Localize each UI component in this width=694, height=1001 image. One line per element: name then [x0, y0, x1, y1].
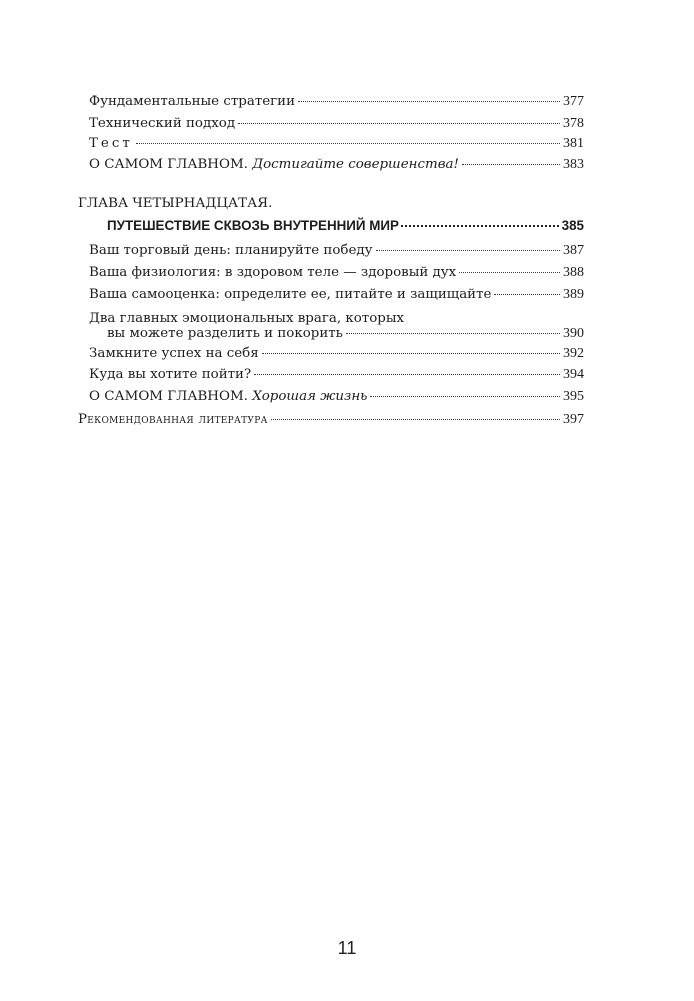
toc-entry-label-prefix: О САМОМ ГЛАВНОМ.	[89, 389, 253, 404]
dot-leader	[370, 396, 560, 397]
chapter-title-entry	[107, 218, 584, 234]
toc-entry-label: Фундаментальные стратегии	[89, 94, 296, 109]
toc-entry-label: Замкните успех на себя	[89, 346, 259, 361]
toc-entry	[89, 346, 584, 362]
toc-entry-label-italic: Хорошая жизнь	[252, 389, 368, 404]
toc-page-number: 387	[563, 243, 584, 258]
dot-leader	[254, 374, 560, 375]
dot-leader	[346, 333, 560, 334]
dot-leader	[262, 353, 560, 354]
dot-leader	[401, 225, 559, 227]
toc-page-number: 377	[563, 94, 584, 109]
toc-entry	[89, 136, 584, 152]
toc-page-number: 392	[563, 346, 584, 361]
toc-entry	[89, 116, 584, 132]
toc-entry-label: Ваш торговый день: планируйте победу	[89, 243, 373, 258]
toc-entry-label: Куда вы хотите пойти?	[89, 367, 252, 382]
toc-entry-label: Технический подход	[89, 116, 236, 131]
toc-entry	[89, 94, 584, 110]
toc-page-number: 389	[563, 287, 584, 302]
toc-entry-label-line2: вы можете разделить и покорить	[107, 326, 343, 341]
toc-entry	[89, 243, 584, 259]
toc-page-number: 381	[563, 136, 584, 151]
toc-entry-label: Рекомендованная литература	[78, 412, 268, 427]
page-number: 11	[337, 938, 357, 958]
toc-page-number: 378	[563, 116, 584, 131]
toc-page-number: 395	[563, 389, 584, 404]
dot-leader	[238, 123, 560, 124]
dot-leader	[459, 272, 560, 273]
toc-entry-label-italic: Достигайте совершенства!	[252, 157, 459, 172]
dot-leader	[494, 294, 560, 295]
dot-leader	[136, 143, 560, 144]
toc-entry	[89, 367, 584, 383]
toc-page-number: 388	[563, 265, 584, 280]
dot-leader	[376, 250, 560, 251]
toc-entry	[89, 287, 584, 303]
toc-entry	[78, 412, 584, 428]
toc-entry-label-prefix: О САМОМ ГЛАВНОМ.	[89, 157, 253, 172]
dot-leader	[271, 419, 560, 420]
dot-leader	[462, 164, 560, 165]
dot-leader	[298, 101, 560, 102]
chapter-heading: ГЛАВА ЧЕТЫРНАДЦАТАЯ.	[78, 196, 273, 211]
toc-entry-label-line1: Два главных эмоциональных врага, которых	[89, 311, 405, 326]
toc-page-number: 394	[563, 367, 584, 382]
chapter-title: ПУТЕШЕСТВИЕ СКВОЗЬ ВНУТРЕННИЙ МИР	[107, 218, 399, 233]
toc-entry-label	[89, 389, 367, 405]
toc-entry	[89, 389, 584, 405]
toc-page-number: 383	[563, 157, 584, 172]
toc-entry	[89, 265, 584, 281]
toc-entry-label: Тест	[89, 136, 133, 151]
toc-page-number: 385	[561, 218, 584, 233]
toc-page-number: 390	[563, 326, 584, 341]
toc-entry	[89, 157, 584, 173]
toc-page-number: 397	[563, 412, 584, 427]
toc-entry	[107, 326, 584, 342]
toc-entry-label	[89, 157, 459, 173]
toc-entry-label: Ваша самооценка: определите ее, питайте и защищайте	[89, 287, 492, 302]
toc-entry-label: Ваша физиология: в здоровом теле — здоровый дух	[89, 265, 457, 280]
